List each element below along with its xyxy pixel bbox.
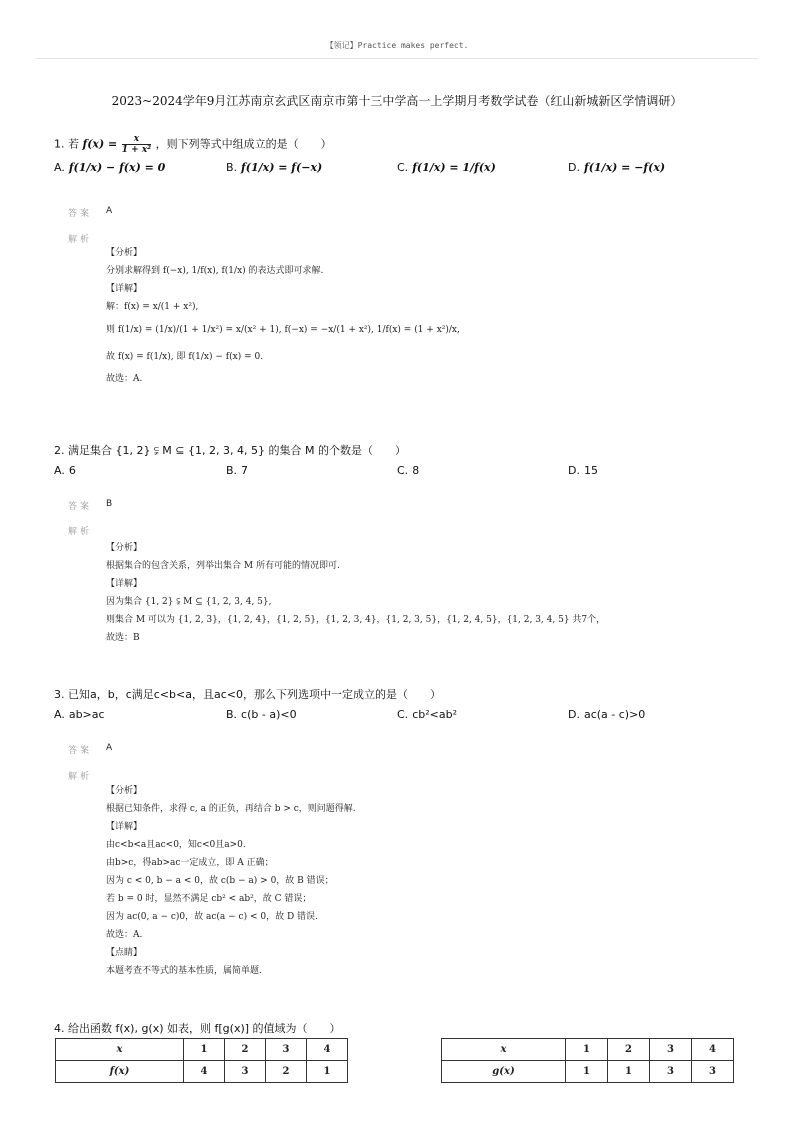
answer-label: 答案 xyxy=(68,209,93,219)
answer-label: 答案 xyxy=(68,502,93,512)
header-divider xyxy=(36,58,758,59)
table-cell: 2 xyxy=(266,1061,307,1083)
header-note: 【领记】Practice makes perfect. xyxy=(325,41,469,50)
table-cell: x xyxy=(56,1039,184,1061)
question-2-stem: 2. 满足集合 {1, 2} ⫋ M ⊆ {1, 2, 3, 4, 5} 的集合 M 的个数是（ ） xyxy=(54,444,406,457)
table-f xyxy=(55,1038,348,1083)
table-row xyxy=(442,1039,734,1061)
table-cell: 1 xyxy=(307,1061,348,1083)
option-d[interactable]: D. ac(a - c)>0 xyxy=(568,708,646,721)
question-3-analysis: 【分析】 根据已知条件，求得 c, a 的正负，再结合 b > c，则问题得解. 【详解】 由c<b<a且ac<0，知c<0且a>0. 由b>c，得ab>ac一定成立，即 A 正确； 因为 c < 0, b − a < 0，故 c(b − a) > 0，故 B 错误； 若 b = 0 时，显然不满足 cb² < ab²，故 C 错误； 因为 ac(0, a − c)0，故 ac(a − c) < 0，故 D 错误. 故选：A. 【点睛】 本题考查不等式的基本性质，属简单题. xyxy=(106,786,356,976)
question-1-options xyxy=(54,161,754,191)
table-cell: x xyxy=(442,1039,566,1061)
option-b[interactable]: B. c(b - a)<0 xyxy=(226,708,297,721)
question-4-stem: 4. 给出函数 f(x), g(x) 如表，则 f[g(x)] 的值域为（ ） xyxy=(54,1022,341,1035)
question-2 xyxy=(54,442,754,484)
option-c[interactable]: C. cb²<ab² xyxy=(397,708,457,721)
answer-value: A xyxy=(106,743,113,753)
option-d[interactable]: D. f(1/x) = −f(x) xyxy=(568,161,666,174)
answer-value: A xyxy=(106,206,113,216)
table-cell: g(x) xyxy=(442,1061,566,1083)
option-a[interactable]: A. f(1/x) − f(x) = 0 xyxy=(54,161,166,174)
table-cell: 3 xyxy=(692,1061,734,1083)
table-cell: 3 xyxy=(650,1039,692,1061)
table-row xyxy=(56,1061,348,1083)
option-a[interactable]: A. 6 xyxy=(54,464,76,477)
table-g xyxy=(441,1038,734,1083)
question-2-analysis: 【分析】 根据集合的包含关系，列举出集合 M 所有可能的情况即可. 【详解】 因为集合 {1, 2} ⫋ M ⊆ {1, 2, 3, 4, 5}, 则集合 M 可以为 {1, 2, 3}，{1, 2, 4}，{1, 2, 5}，{1, 2, 3, 4}，{1, 2, 3, 5}，{1, 2, 4, 5}，{1, 2, 3, 4, 5} 共7个， 故选：B xyxy=(106,543,606,643)
question-2-options xyxy=(54,464,754,484)
option-b[interactable]: B. f(1/x) = f(−x) xyxy=(226,161,323,174)
analysis-label: 解析 xyxy=(68,527,93,537)
option-c[interactable]: C. 8 xyxy=(397,464,420,477)
table-cell: 3 xyxy=(266,1039,307,1061)
option-d[interactable]: D. 15 xyxy=(568,464,598,477)
table-cell: f(x) xyxy=(56,1061,184,1083)
table-cell: 3 xyxy=(650,1061,692,1083)
page-title: 2023~2024学年9月江苏南京玄武区南京市第十三中学高一上学期月考数学试卷（红山新城新区学情调研） xyxy=(111,94,683,108)
question-1 xyxy=(54,134,754,191)
answer-value: B xyxy=(106,499,113,509)
table-cell: 1 xyxy=(566,1039,608,1061)
question-1-analysis: 【分析】 分别求解得到 f(−x), 1/f(x), f(1/x) 的表达式即可求解. 【详解】 解：f(x) = x/(1 + x²), 则 f(1/x) = (1/x)/(1 + 1/x²) = x/(x² + 1), f(−x) = −x/(1 + x²), 1/f(x) = (1 + x²)/x, 故 f(x) = f(1/x), 即 f(1/x) − f(x) = 0. 故选：A. xyxy=(106,248,460,384)
table-cell: 4 xyxy=(184,1061,225,1083)
analysis-label: 解析 xyxy=(68,235,93,245)
table-row xyxy=(56,1039,348,1061)
answer-label: 答案 xyxy=(68,746,93,756)
table-cell: 1 xyxy=(184,1039,225,1061)
question-4 xyxy=(54,1020,754,1036)
table-cell: 2 xyxy=(608,1039,650,1061)
option-a[interactable]: A. ab>ac xyxy=(54,708,105,721)
table-cell: 4 xyxy=(307,1039,348,1061)
table-cell: 1 xyxy=(608,1061,650,1083)
table-cell: 4 xyxy=(692,1039,734,1061)
question-1-stem: 1. 若 f(x) = $\frac{x}{\text{1 + x²}}$ ，则下列等式中组成立的是（ ） xyxy=(54,134,332,155)
table-row xyxy=(442,1061,734,1083)
table-cell: 3 xyxy=(225,1061,266,1083)
question-1-fraction: $\frac{x}{\text{1 + x²}}$ xyxy=(121,134,152,155)
table-cell: 1 xyxy=(566,1061,608,1083)
option-b[interactable]: B. 7 xyxy=(226,464,249,477)
option-c[interactable]: C. f(1/x) = 1/f(x) xyxy=(397,161,496,174)
analysis-label: 解析 xyxy=(68,772,93,782)
table-cell: 2 xyxy=(225,1039,266,1061)
question-3 xyxy=(54,686,754,728)
question-3-stem: 3. 已知a，b，c满足c<b<a，且ac<0，那么下列选项中一定成立的是（ ） xyxy=(54,688,441,701)
question-3-options xyxy=(54,708,754,728)
